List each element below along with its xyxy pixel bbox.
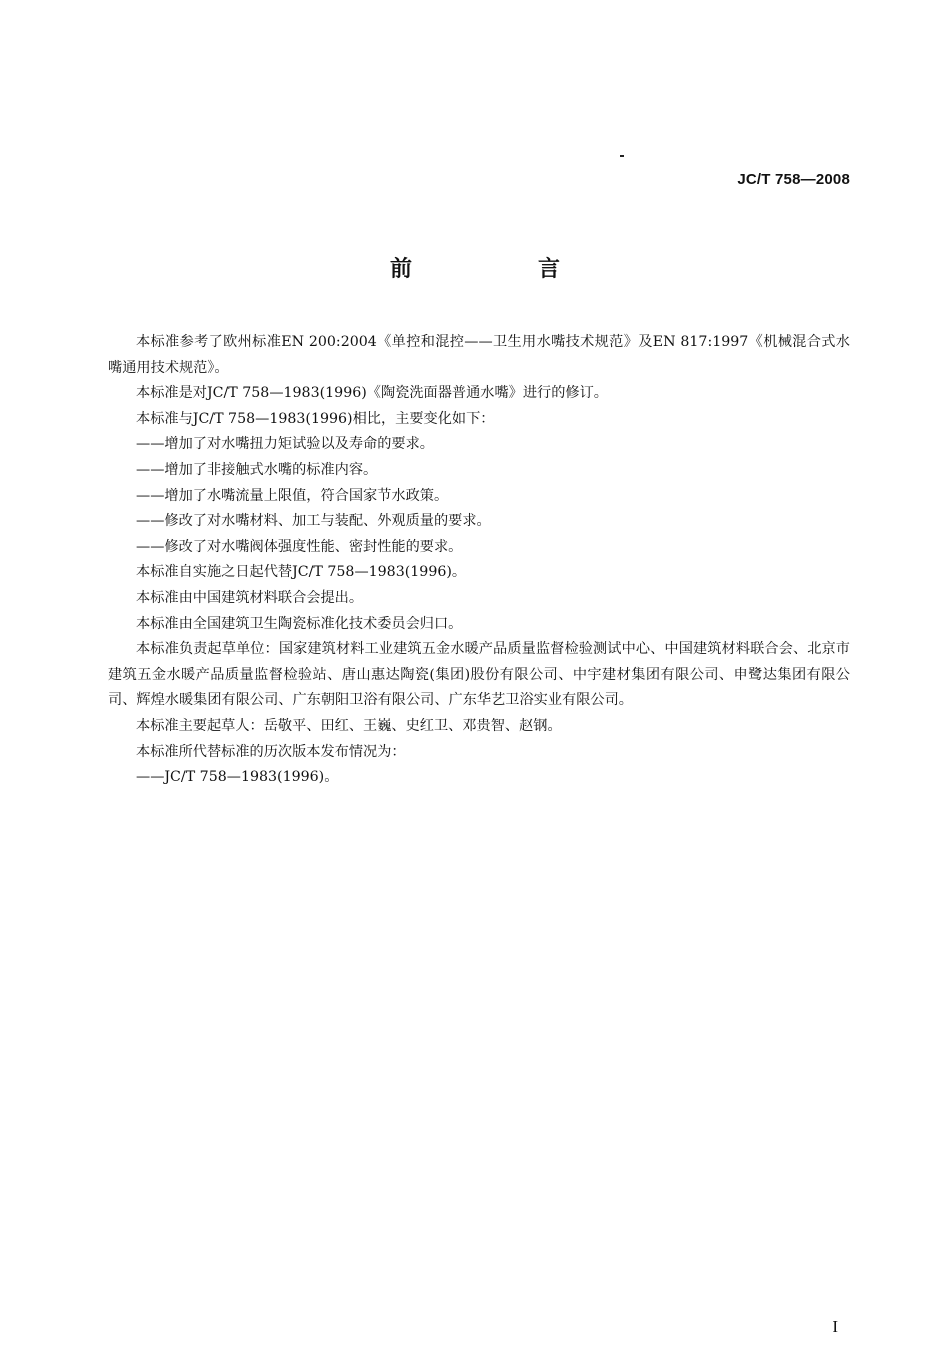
change-item: ——增加了水嘴流量上限值，符合国家节水政策。 (136, 487, 449, 504)
paragraph-main-changes: 本标准与JC/T 758—1983(1996)相比，主要变化如下： (136, 410, 495, 427)
scan-artifact-mark (620, 155, 624, 157)
change-item: ——增加了非接触式水嘴的标准内容。 (136, 461, 378, 478)
foreword-body (108, 330, 850, 791)
paragraph-reference-standards: 本标准参考了欧州标准EN 200:2004《单控和混控——卫生用水嘴技术规范》及EN 817:1997《机械混合式水嘴通用技术规范》。 (108, 334, 850, 376)
change-item: ——修改了对水嘴材料、加工与装配、外观质量的要求。 (136, 513, 491, 530)
paragraph-committee: 本标准由全国建筑卫生陶瓷标准化技术委员会归口。 (136, 615, 463, 632)
paragraph-drafters: 本标准主要起草人：岳敬平、田红、王巍、史红卫、邓贵智、赵钢。 (136, 717, 562, 734)
page-title: 前 言 (389, 257, 612, 282)
paragraph-drafting-units: 本标准负责起草单位：国家建筑材料工业建筑五金水暖产品质量监督检验测试中心、中国建筑材料联合会、北京市建筑五金水暖产品质量监督检验站、唐山惠达陶瓷(集团)股份有限公司、中宇建材集团有限公司、申鹭达集团有限公司、辉煌水暖集团有限公司、广东朝阳卫浴有限公司、广东华艺卫浴实业有限公司。 (108, 641, 850, 709)
version-history-item: ——JC/T 758—1983(1996)。 (136, 769, 339, 786)
paragraph-replacement: 本标准自实施之日起代替JC/T 758—1983(1996)。 (136, 564, 467, 581)
standard-code: JC/T 758—2008 (737, 171, 850, 188)
paragraph-proposer: 本标准由中国建筑材料联合会提出。 (136, 589, 364, 606)
page-number: I (832, 1317, 838, 1336)
change-item: ——增加了对水嘴扭力矩试验以及寿命的要求。 (136, 436, 434, 453)
paragraph-revision: 本标准是对JC/T 758—1983(1996)《陶瓷洗面器普通水嘴》进行的修订。 (136, 385, 608, 402)
change-item: ——修改了对水嘴阀体强度性能、密封性能的要求。 (136, 538, 463, 555)
paragraph-version-history: 本标准所代替标准的历次版本发布情况为： (136, 743, 406, 760)
